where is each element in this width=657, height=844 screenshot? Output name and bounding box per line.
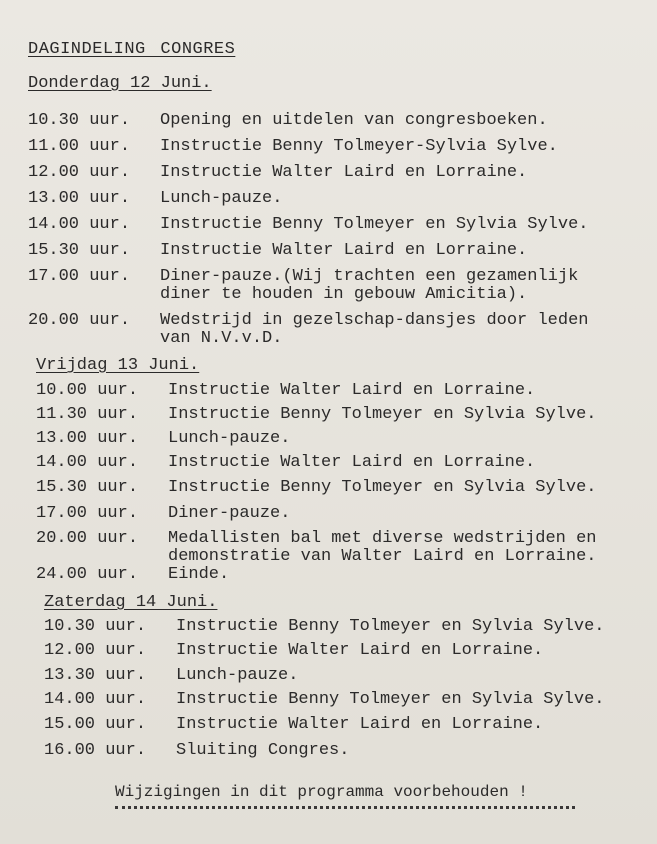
schedule-time: 14.00 uur. <box>36 453 139 472</box>
schedule-row <box>28 216 588 234</box>
schedule-time: 15.00 uur. <box>44 715 147 734</box>
schedule-row <box>28 164 527 182</box>
schedule-text: Diner-pauze.(Wij trachten een gezamenlijk diner te houden in gebouw Amicitia). <box>160 267 579 304</box>
schedule-row <box>36 430 290 448</box>
schedule-text: Instructie Benny Tolmeyer-Sylvia Sylve. <box>160 137 558 156</box>
document-title: DAGINDELING CONGRES <box>28 40 236 59</box>
schedule-text: Instructie Benny Tolmeyer en Sylvia Sylve. <box>160 215 589 234</box>
schedule-text: Instructie Walter Laird en Lorraine. <box>176 641 544 660</box>
schedule-time: 13.00 uur. <box>28 189 131 208</box>
schedule-text: Instructie Walter Laird en Lorraine. <box>176 715 544 734</box>
schedule-text: Diner-pauze. <box>168 504 291 523</box>
schedule-text: Lunch-pauze. <box>168 429 291 448</box>
schedule-time: 14.00 uur. <box>28 215 131 234</box>
schedule-text: Instructie Benny Tolmeyer en Sylvia Sylve. <box>168 405 597 424</box>
day-heading: Donderdag 12 Juni. <box>28 74 212 93</box>
schedule-text: Wedstrijd in gezelschap-dansjes door leden van N.V.v.D. <box>160 311 589 348</box>
schedule-text: Lunch-pauze. <box>160 189 283 208</box>
schedule-time: 11.30 uur. <box>36 405 139 424</box>
schedule-text: Instructie Benny Tolmeyer en Sylvia Sylve. <box>176 690 605 709</box>
schedule-text: Instructie Benny Tolmeyer en Sylvia Sylve. <box>176 617 605 636</box>
schedule-time: 10.30 uur. <box>44 617 147 636</box>
schedule-time: 17.00 uur. <box>28 267 131 286</box>
schedule-time: 20.00 uur. <box>28 311 131 330</box>
day-heading: Zaterdag 14 Juni. <box>44 593 218 612</box>
schedule-row <box>28 268 578 304</box>
schedule-time: 15.30 uur. <box>28 241 131 260</box>
schedule-row <box>36 530 596 566</box>
schedule-row <box>36 566 229 584</box>
schedule-text: Instructie Walter Laird en Lorraine. <box>168 453 536 472</box>
schedule-time: 14.00 uur. <box>44 690 147 709</box>
schedule-row <box>36 382 535 400</box>
schedule-row <box>28 190 282 208</box>
schedule-row <box>44 642 543 660</box>
schedule-time: 15.30 uur. <box>36 478 139 497</box>
schedule-row <box>44 742 349 760</box>
schedule-time: 12.00 uur. <box>28 163 131 182</box>
schedule-text: Einde. <box>168 565 230 584</box>
schedule-text: Lunch-pauze. <box>176 666 299 685</box>
schedule-row <box>44 716 543 734</box>
dotted-divider <box>115 806 575 809</box>
schedule-row <box>44 691 604 709</box>
schedule-text: Sluiting Congres. <box>176 741 350 760</box>
schedule-row <box>28 312 588 348</box>
schedule-time: 24.00 uur. <box>36 565 139 584</box>
schedule-text: Instructie Walter Laird en Lorraine. <box>160 241 528 260</box>
schedule-text: Medallisten bal met diverse wedstrijden en demonstratie van Walter Laird en Lorraine. <box>168 529 597 566</box>
schedule-row <box>36 406 596 424</box>
schedule-row <box>44 618 604 636</box>
schedule-row <box>36 479 596 497</box>
schedule-text: Instructie Walter Laird en Lorraine. <box>160 163 528 182</box>
schedule-row <box>28 138 558 156</box>
schedule-time: 20.00 uur. <box>36 529 139 548</box>
schedule-text: Opening en uitdelen van congresboeken. <box>160 111 548 130</box>
schedule-row <box>44 667 298 685</box>
schedule-time: 12.00 uur. <box>44 641 147 660</box>
schedule-time: 10.30 uur. <box>28 111 131 130</box>
schedule-time: 10.00 uur. <box>36 381 139 400</box>
schedule-time: 11.00 uur. <box>28 137 131 156</box>
schedule-row <box>36 505 290 523</box>
schedule-time: 13.00 uur. <box>36 429 139 448</box>
schedule-row <box>36 454 535 472</box>
schedule-text: Instructie Walter Laird en Lorraine. <box>168 381 536 400</box>
day-heading: Vrijdag 13 Juni. <box>36 356 200 375</box>
schedule-text: Instructie Benny Tolmeyer en Sylvia Sylve. <box>168 478 597 497</box>
schedule-row <box>28 112 548 130</box>
footer-note: Wijzigingen in dit programma voorbehouden ! <box>115 783 528 801</box>
schedule-row <box>28 242 527 260</box>
schedule-time: 16.00 uur. <box>44 741 147 760</box>
schedule-time: 17.00 uur. <box>36 504 139 523</box>
schedule-time: 13.30 uur. <box>44 666 147 685</box>
